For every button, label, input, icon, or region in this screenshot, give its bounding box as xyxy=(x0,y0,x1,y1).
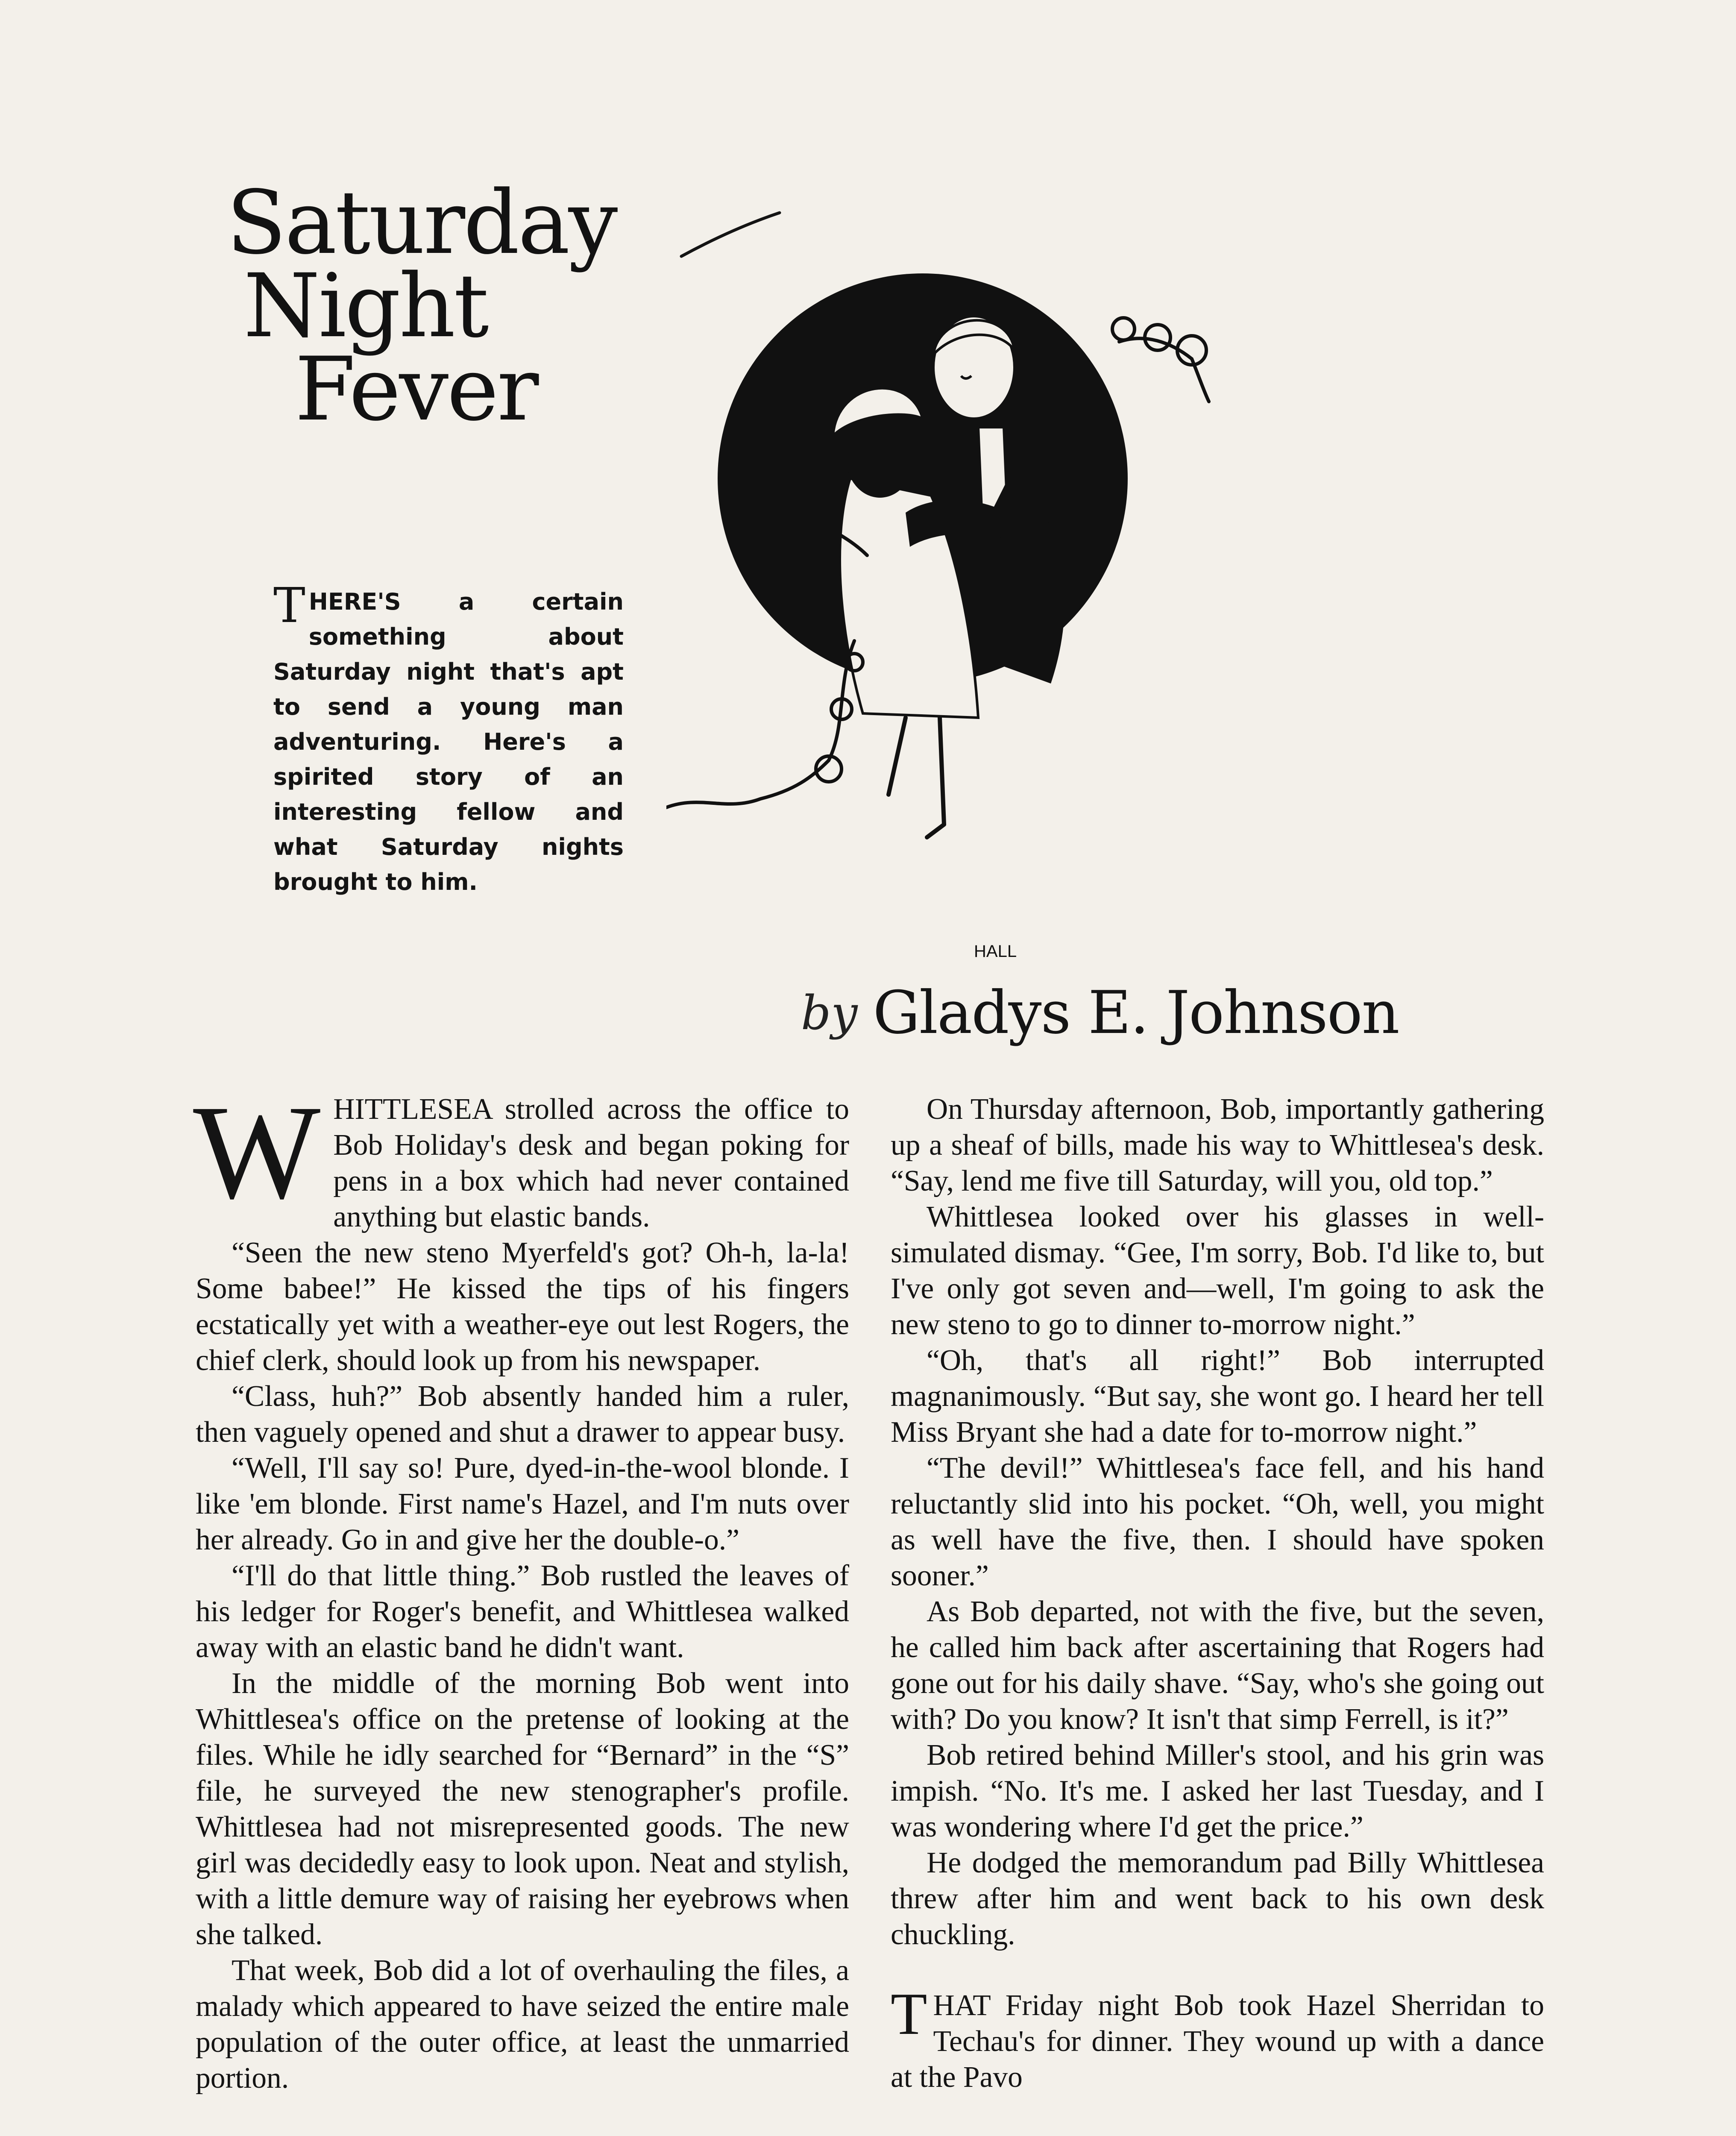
section-dropcap: T xyxy=(891,1981,927,2047)
paragraph: “The devil!” Whittlesea's face fell, and his hand reluctantly slid into his pocket. “Oh, well, you might as well have the five, then. I should have spoken sooner.” xyxy=(891,1452,1544,1592)
paragraph: “Seen the new steno Myerfeld's got? Oh-h, la-la! Some babee!” He kissed the tips of his fingers ecstatically yet with a weather-eye out lest Rogers, the chief clerk, should look up from his newspaper. xyxy=(196,1236,849,1377)
paragraph: That week, Bob did a lot of overhauling the files, a malady which appeared to have seized the entire male population of the outer office, at least the unmarried portion. xyxy=(196,1954,849,2095)
paragraph: “Class, huh?” Bob absently handed him a ruler, then vaguely opened and shut a drawer to appear busy. xyxy=(196,1380,849,1449)
paragraph: On Thursday afternoon, Bob, importantly gathering up a sheaf of bills, made his way to Whittlesea's desk. “Say, lend me five till Saturday, will you, old top.” xyxy=(891,1093,1544,1197)
title-line-3: Fever xyxy=(295,339,537,440)
paragraph-text: HITTLESEA strolled across the office to Bob Holiday's desk and began poking for pens in a box which had never contained anything but elastic bands. xyxy=(333,1093,849,1233)
paragraph: “Oh, that's all right!” Bob interrupted magnanimously. “But say, she wont go. I heard her tell Miss Bryant she had a date for to-morrow night.” xyxy=(891,1344,1544,1449)
blurb-dropcap: T xyxy=(273,578,305,634)
byline xyxy=(801,978,1399,1047)
paragraph xyxy=(891,1981,1544,2095)
dancing-couple-illustration xyxy=(666,256,1393,965)
section-break xyxy=(891,1953,1544,1988)
right-column xyxy=(891,1091,1544,2095)
paragraph: “I'll do that little thing.” Bob rustled the leaves of his ledger for Roger's benefit, and Whittlesea walked away with an elastic band he didn't want. xyxy=(196,1559,849,1664)
paragraph: Whittlesea looked over his glasses in well-simulated dismay. “Gee, I'm sorry, Bob. I'd like to, but I've only got seven and—well, I'm going to ask the new steno to go to dinner to-morrow night.” xyxy=(891,1200,1544,1341)
title-line-1: Saturday xyxy=(226,172,616,274)
paragraph: Bob retired behind Miller's stool, and his grin was impish. “No. It's me. I asked her last Tuesday, and I was wondering where I'd get the price.” xyxy=(891,1739,1544,1843)
blurb-text: HERE'S a certain something about Saturday night that's apt to send a young man adventuring. Here's a spirited story of an interesting fellow and what Saturday nights brought to him. xyxy=(273,588,624,895)
artist-signature: HALL xyxy=(974,942,1017,961)
left-column xyxy=(193,1077,849,2096)
story-dropcap: W xyxy=(193,1077,321,1227)
author-name: Gladys E. Johnson xyxy=(873,978,1399,1047)
paragraph xyxy=(193,1077,849,1235)
paragraph: He dodged the memorandum pad Billy Whittlesea threw after him and went back to his own desk chuckling. xyxy=(891,1846,1544,1951)
title-line-2: Night xyxy=(243,255,487,357)
title-flourish-icon xyxy=(679,209,782,261)
paragraph: “Well, I'll say so! Pure, dyed-in-the-wool blonde. I like 'em blonde. First name's Hazel, and I'm nuts over her already. Go in and give her the double-o.” xyxy=(196,1452,849,1556)
paragraph: As Bob departed, not with the five, but the seven, he called him back after ascertaining that Rogers had gone out for his daily shave. “Say, who's she going out with? Do you know? It isn't that simp Ferrell, is it?” xyxy=(891,1595,1544,1736)
paragraph-text: HAT Friday night Bob took Hazel Sherridan to Techau's for dinner. They wound up with a dance at the Pavo xyxy=(891,1989,1544,2094)
intro-blurb xyxy=(273,578,624,900)
byline-prefix: by xyxy=(801,985,858,1040)
paragraph: In the middle of the morning Bob went into Whittlesea's office on the pretense of looking at the files. While he idly searched for “Bernard” in the “S” file, he surveyed the new stenographer's profile. Whittlesea had not misrepresented goods. The new girl was decidedly easy to look upon. Neat and stylish, with a little demure way of raising her eyebrows when she talked. xyxy=(196,1667,849,1951)
